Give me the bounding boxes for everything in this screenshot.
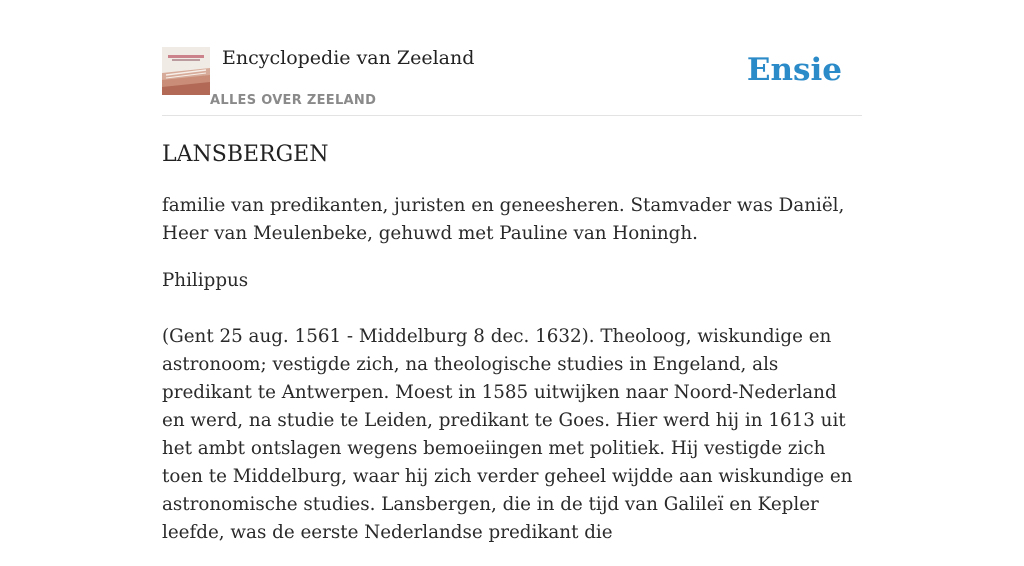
site-subtitle: ALLES OVER ZEELAND xyxy=(210,93,377,108)
ensie-logo-link[interactable]: Ensie xyxy=(746,52,842,88)
entry-intro-paragraph: familie van predikanten, juristen en geneesheren. Stamvader was Daniël, Heer van Meulenbeke, gehuwd met Pauline van Honingh. xyxy=(162,195,845,244)
person-name: Philippus xyxy=(162,270,249,291)
entry-title: LANSBERGEN xyxy=(162,142,329,167)
site-title[interactable]: Encyclopedie van Zeeland xyxy=(222,47,475,69)
site-header xyxy=(162,0,862,116)
entry-body xyxy=(162,192,862,566)
encyclopedia-cover-icon[interactable] xyxy=(162,47,210,95)
person-biography-paragraph: (Gent 25 aug. 1561 - Middelburg 8 dec. 1632). Theoloog, wiskundige en astronoom; vestigde zich, na theologische studies in Engeland, als predikant te Antwerpen. Moest in 1585 uitwijken naar Noord-Nederland en werd, na studie te Leiden, predikant te Goes. Hier werd hij in 1613 uit het ambt ontslagen wegens bemoeiingen met politiek. Hij vestigde zich toen te Middelburg, waar hij zich verder geheel wijdde aan wiskundige en astronomische studies. Lansbergen, die in de tijd van Galileï en Kepler leefde, was de eerste Nederlandse predikant die xyxy=(162,326,853,543)
